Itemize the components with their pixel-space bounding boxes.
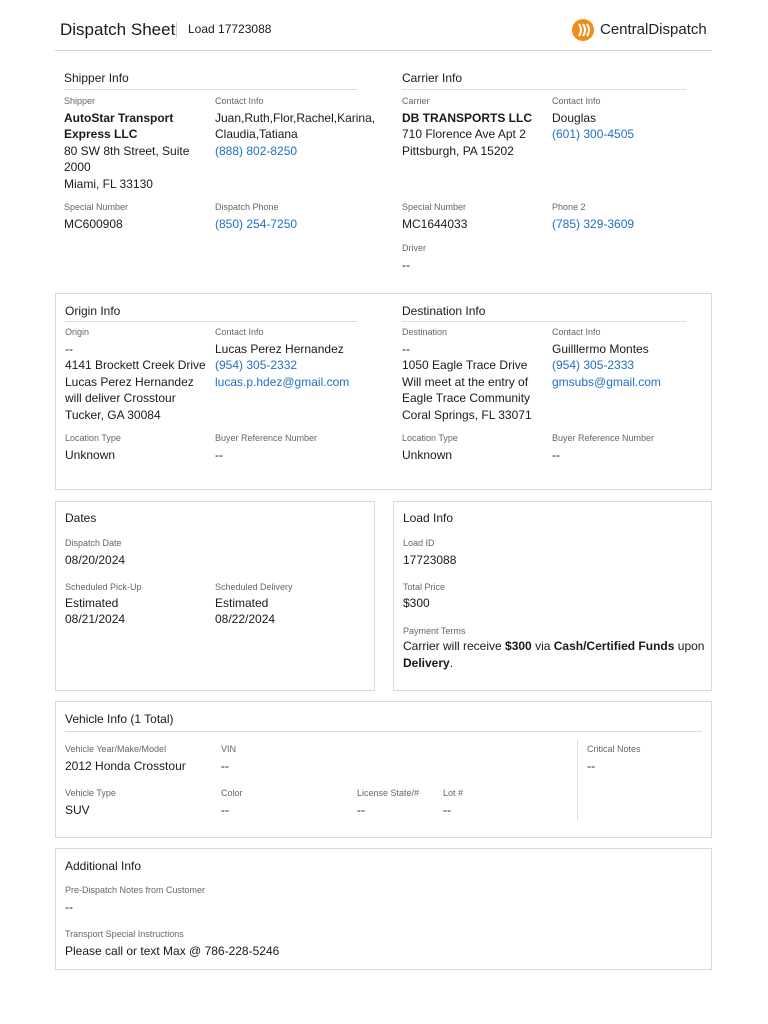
additional-section-title: Additional Info xyxy=(65,859,142,873)
vehicle-divider xyxy=(577,740,578,820)
shipper-contact-label: Contact Info xyxy=(215,96,264,106)
shipper-address-line2: 2000 xyxy=(64,160,91,174)
origin-contact-label: Contact Info xyxy=(215,327,264,337)
total-price-label: Total Price xyxy=(403,582,446,592)
origin-line4: will deliver Crosstour xyxy=(65,391,176,405)
terms-upon: upon xyxy=(674,639,705,653)
destination-line1: -- xyxy=(402,342,410,356)
vehicle-type-value: SUV xyxy=(65,803,90,817)
shipper-rule xyxy=(64,89,357,90)
shipper-contact-line1: Juan,Ruth,Flor,Rachel,Karina, xyxy=(215,111,376,125)
vehicle-lot-label: Lot # xyxy=(443,788,464,798)
vehicle-color-label: Color xyxy=(221,788,243,798)
carrier-phone2[interactable]: (785) 329-3609 xyxy=(552,217,635,231)
destination-buyer-ref-label: Buyer Reference Number xyxy=(552,433,655,443)
destination-rule xyxy=(402,321,686,322)
carrier-label: Carrier xyxy=(402,96,430,106)
carrier-address-line2: Pittsburgh, PA 15202 xyxy=(402,144,514,158)
destination-label: Destination xyxy=(402,327,448,337)
payment-terms-line1 xyxy=(403,638,704,655)
instructions-label: Transport Special Instructions xyxy=(65,929,184,939)
shipper-contact-phone[interactable]: (888) 802-8250 xyxy=(215,144,298,158)
vehicle-ymm-value: 2012 Honda Crosstour xyxy=(65,759,186,773)
shipper-dispatch-phone[interactable]: (850) 254-7250 xyxy=(215,217,298,231)
shipper-dispatch-phone-label: Dispatch Phone xyxy=(215,202,279,212)
carrier-rule xyxy=(402,89,686,90)
carrier-section-title: Carrier Info xyxy=(402,71,463,85)
destination-contact-email[interactable]: gmsubs@gmail.com xyxy=(552,375,661,389)
dispatch-date: 08/20/2024 xyxy=(65,553,126,567)
shipper-contact-line2: Claudia,Tatiana xyxy=(215,127,298,141)
carrier-special-label: Special Number xyxy=(402,202,467,212)
shipper-label: Shipper xyxy=(64,96,96,106)
vehicle-lot-value: -- xyxy=(443,803,451,817)
terms-prefix: Carrier will receive xyxy=(403,639,506,653)
brand-name: CentralDispatch xyxy=(600,21,707,38)
page-header xyxy=(0,0,768,60)
terms-when: Delivery xyxy=(403,656,450,670)
dates-section-title: Dates xyxy=(65,511,97,525)
shipper-address-line3: Miami, FL 33130 xyxy=(64,177,153,191)
carrier-contact-phone[interactable]: (601) 300-4505 xyxy=(552,127,635,141)
destination-line4: Eagle Trace Community xyxy=(402,391,531,405)
shipper-name-line1: AutoStar Transport xyxy=(64,111,174,125)
payment-terms-line2 xyxy=(403,655,453,672)
carrier-phone2-label: Phone 2 xyxy=(552,202,586,212)
vehicle-type-label: Vehicle Type xyxy=(65,788,116,798)
vehicle-license-label: License State/# xyxy=(357,788,420,798)
origin-buyer-ref: -- xyxy=(215,448,223,462)
load-id-label: Load ID xyxy=(403,538,435,548)
centraldispatch-logo-icon xyxy=(571,18,595,42)
vehicle-vin-label: VIN xyxy=(221,744,237,754)
carrier-name: DB TRANSPORTS LLC xyxy=(402,111,532,125)
origin-contact-name: Lucas Perez Hernandez xyxy=(215,342,344,356)
total-price-value: $300 xyxy=(403,596,430,610)
vehicle-ymm-label: Vehicle Year/Make/Model xyxy=(65,744,167,754)
carrier-special-value: MC1644033 xyxy=(402,217,468,231)
terms-method: Cash/Certified Funds xyxy=(553,639,675,653)
origin-section-title: Origin Info xyxy=(65,304,121,318)
delivery-date: 08/22/2024 xyxy=(215,612,276,626)
origin-line2: 4141 Brockett Creek Drive xyxy=(65,358,206,372)
delivery-label: Scheduled Delivery xyxy=(215,582,293,592)
shipper-special-label: Special Number xyxy=(64,202,129,212)
vehicle-section-title: Vehicle Info (1 Total) xyxy=(65,712,174,726)
carrier-address-line1: 710 Florence Ave Apt 2 xyxy=(402,127,526,141)
vehicle-color-value: -- xyxy=(221,803,229,817)
destination-buyer-ref: -- xyxy=(552,448,560,462)
header-rule xyxy=(55,50,712,51)
vehicle-vin-value: -- xyxy=(221,759,229,773)
origin-location-type: Unknown xyxy=(65,448,116,462)
delivery-qualifier: Estimated xyxy=(215,596,269,610)
header-divider xyxy=(176,22,177,38)
dispatch-date-label: Dispatch Date xyxy=(65,538,122,548)
terms-amount: $300 xyxy=(505,639,532,653)
destination-section-title: Destination Info xyxy=(402,304,486,318)
shipper-name-line2: Express LLC xyxy=(64,127,138,141)
origin-contact-email[interactable]: lucas.p.hdez@gmail.com xyxy=(215,375,350,389)
load-id-value: 17723088 xyxy=(403,553,457,567)
load-number: Load 17723088 xyxy=(188,22,272,36)
destination-line2: 1050 Eagle Trace Drive xyxy=(402,358,528,372)
origin-location-type-label: Location Type xyxy=(65,433,121,443)
destination-contact-name: Guilllermo Montes xyxy=(552,342,649,356)
origin-line1: -- xyxy=(65,342,73,356)
terms-via: via xyxy=(531,639,554,653)
load-section-title: Load Info xyxy=(403,511,454,525)
carrier-contact-label: Contact Info xyxy=(552,96,601,106)
vehicle-rule xyxy=(65,731,702,732)
destination-line5: Coral Springs, FL 33071 xyxy=(402,408,532,422)
destination-line3: Will meet at the entry of xyxy=(402,375,529,389)
carrier-driver-label: Driver xyxy=(402,243,426,253)
page-title: Dispatch Sheet xyxy=(60,20,176,39)
shipper-address-line1: 80 SW 8th Street, Suite xyxy=(64,144,190,158)
pickup-date: 08/21/2024 xyxy=(65,612,126,626)
payment-terms-label: Payment Terms xyxy=(403,626,466,636)
shipper-special-value: MC600908 xyxy=(64,217,123,231)
pickup-label: Scheduled Pick-Up xyxy=(65,582,142,592)
destination-location-type-label: Location Type xyxy=(402,433,458,443)
destination-contact-phone[interactable]: (954) 305-2333 xyxy=(552,358,635,372)
terms-end: . xyxy=(449,656,454,670)
destination-contact-label: Contact Info xyxy=(552,327,601,337)
carrier-contact-name: Douglas xyxy=(552,111,597,125)
pre-dispatch-value: -- xyxy=(65,900,73,914)
origin-buyer-ref-label: Buyer Reference Number xyxy=(215,433,318,443)
origin-line3: Lucas Perez Hernandez xyxy=(65,375,194,389)
brand-logo xyxy=(571,17,711,43)
origin-line5: Tucker, GA 30084 xyxy=(65,408,161,422)
carrier-driver-value: -- xyxy=(402,258,410,272)
origin-rule xyxy=(65,321,357,322)
origin-contact-phone[interactable]: (954) 305-2332 xyxy=(215,358,298,372)
instructions-value: Please call or text Max @ 786-228-5246 xyxy=(65,944,280,958)
pre-dispatch-label: Pre-Dispatch Notes from Customer xyxy=(65,885,206,895)
critical-notes-label: Critical Notes xyxy=(587,744,641,754)
critical-notes-value: -- xyxy=(587,759,595,773)
origin-label: Origin xyxy=(65,327,90,337)
vehicle-license-value: -- xyxy=(357,803,365,817)
destination-location-type: Unknown xyxy=(402,448,453,462)
pickup-qualifier: Estimated xyxy=(65,596,119,610)
shipper-section-title: Shipper Info xyxy=(64,71,129,85)
